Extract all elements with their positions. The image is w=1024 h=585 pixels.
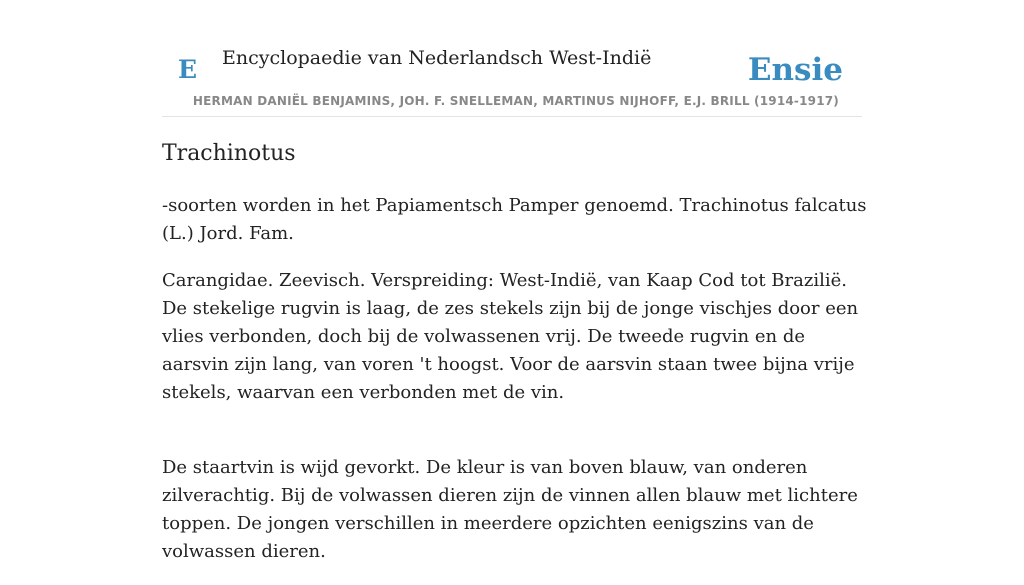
- ensie-logo[interactable]: Ensie: [747, 52, 843, 88]
- work-logo[interactable]: E: [178, 55, 198, 84]
- entry-body: [162, 192, 867, 585]
- work-title[interactable]: Encyclopaedie van Nederlandsch West-Indië: [222, 47, 652, 69]
- work-authors: HERMAN DANIËL BENJAMINS, JOH. F. SNELLEMAN, MARTINUS NIJHOFF, E.J. BRILL (1914-1917): [192, 94, 839, 108]
- entry-title: Trachinotus: [162, 141, 296, 166]
- entry-paragraph: De staartvin is wijd gevorkt. De kleur is van boven blauw, van onderen zilverachtig. Bij de volwassen dieren zijn de vinnen allen blauw met lichtere toppen. De jongen verschillen in meerdere opzichten eenigszins van de volwassen dieren.: [162, 457, 858, 562]
- entry-paragraph: Carangidae. Zeevisch. Verspreiding: West-Indië, van Kaap Cod tot Brazilië. De stekelige rugvin is laag, de zes stekels zijn bij de jonge vischjes door een vlies verbonden, doch bij de volwassenen vrij. De tweede rugvin en de aarsvin zijn lang, van voren 't hoogst. Voor de aarsvin staan twee bijna vrije stekels, waarvan een verbonden met de vin.: [162, 270, 859, 403]
- entry-paragraph: -soorten worden in het Papiamentsch Pamper genoemd. Trachinotus falcatus (L.) Jord. Fam.: [162, 195, 867, 244]
- header: [162, 0, 862, 117]
